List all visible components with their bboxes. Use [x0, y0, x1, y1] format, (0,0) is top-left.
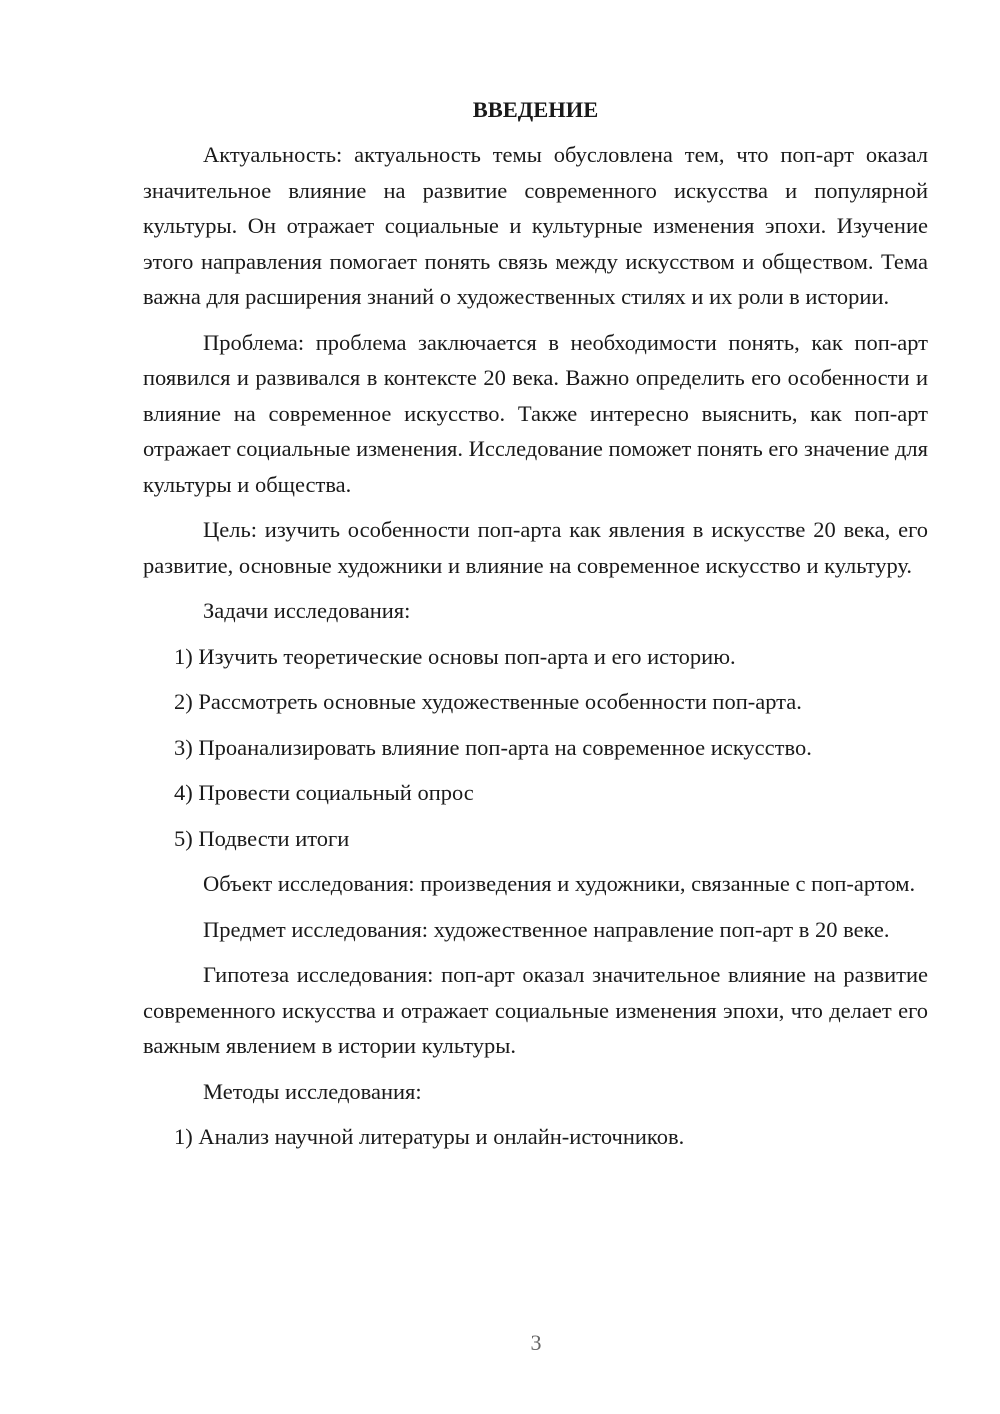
section-title: ВВЕДЕНИЕ [472, 97, 599, 122]
document-body [143, 92, 928, 1165]
relevance-paragraph: Актуальность: актуальность темы обусловлена тем, что поп-арт оказал значительное влияние на развитие современного искусства и популярной культуры. Он отражает социальные и культурные изменения эпохи. Изучение этого направления помогает понять связь между искусством и обществом. Тема важна для расширения знаний о художественных стилях и их роли в истории. [143, 142, 928, 309]
task-item: 5) Подвести итоги [174, 825, 350, 851]
page-number: 3 [530, 1330, 542, 1355]
method-item: 1) Анализ научной литературы и онлайн-источников. [174, 1124, 685, 1149]
object-paragraph: Объект исследования: произведения и художники, связанные с поп-артом. [203, 871, 916, 896]
problem-paragraph: Проблема: проблема заключается в необходимости понять, как поп-арт появился и развивался в контексте 20 века. Важно определить его особенности и влияние на современное искусство. Также интересно выяснить, как поп-арт отражает социальные изменения. Исследование поможет понять его значение для культуры и общества. [143, 329, 928, 497]
tasks-heading: Задачи исследования: [203, 598, 411, 623]
hypothesis-paragraph: Гипотеза исследования: поп-арт оказал значительное влияние на развитие современного искусства и отражает социальные изменения эпохи, что делает его важным явлением в истории культуры. [143, 962, 928, 1058]
methods-heading: Методы исследования: [203, 1078, 422, 1104]
goal-paragraph: Цель: изучить особенности поп-арта как явления в искусстве 20 века, его развитие, основные художники и влияние на современное искусство и культуру. [143, 517, 928, 578]
task-item: 4) Провести социальный опрос [174, 780, 474, 805]
task-item: 1) Изучить теоретические основы поп-арта и его историю. [174, 643, 736, 669]
subject-paragraph: Предмет исследования: художественное направление поп-арт в 20 веке. [203, 916, 890, 942]
task-item: 2) Рассмотреть основные художественные особенности поп-арта. [174, 689, 802, 714]
task-item: 3) Проанализировать влияние поп-арта на современное искусство. [174, 734, 812, 760]
